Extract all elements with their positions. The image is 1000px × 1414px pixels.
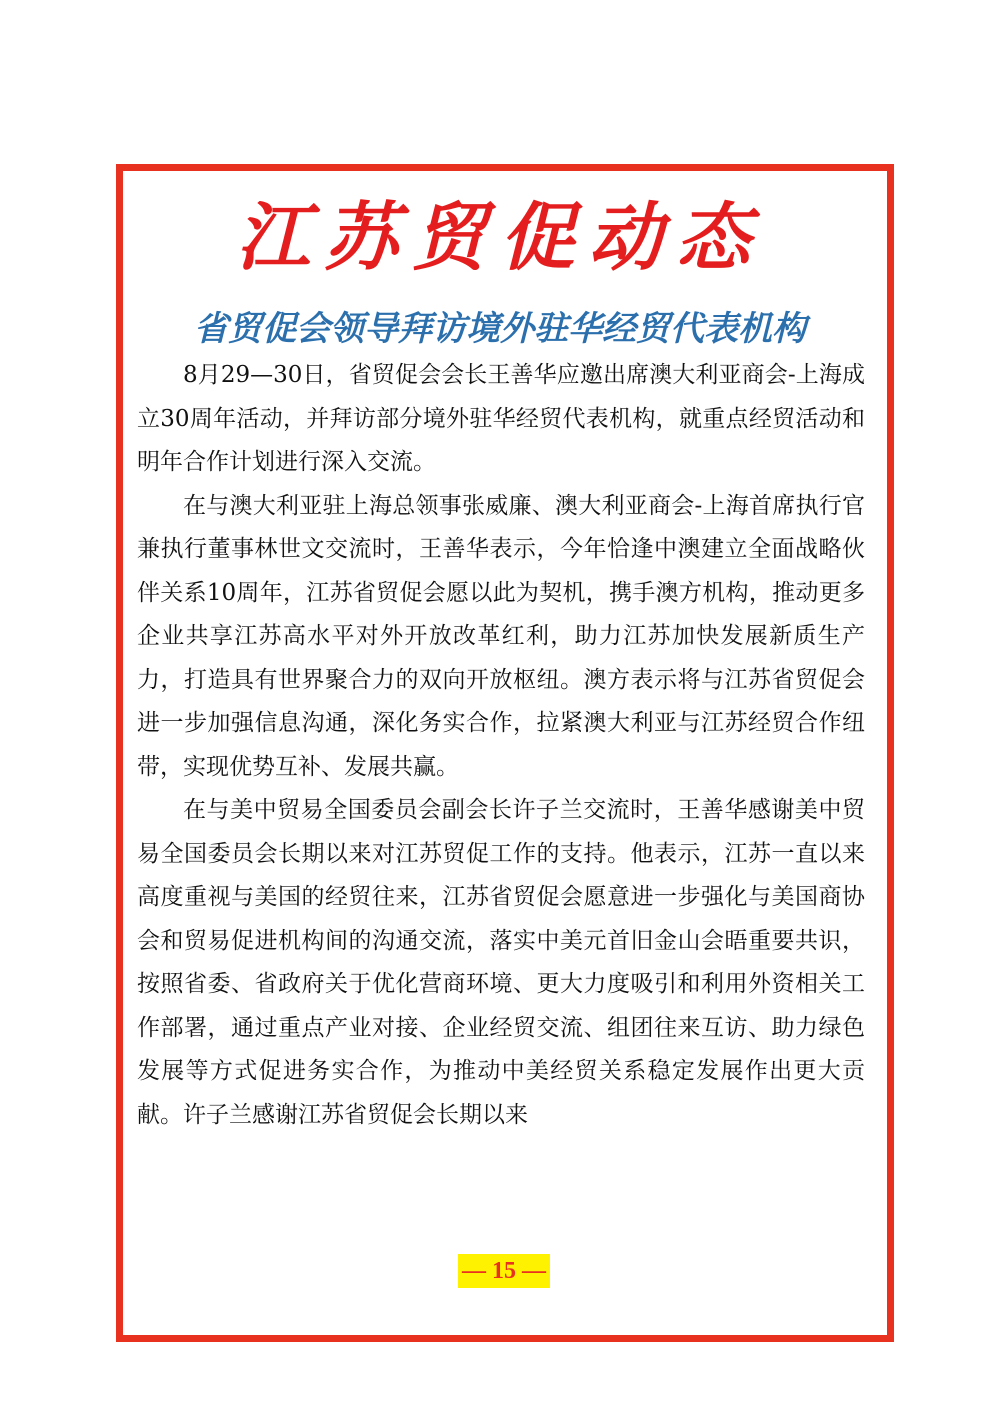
page-number: — 15 — — [458, 1254, 550, 1288]
article-paragraph-3: 在与美中贸易全国委员会副会长许子兰交流时，王善华感谢美中贸易全国委员会长期以来对江苏贸促工作的支持。他表示，江苏一直以来高度重视与美国的经贸往来，江苏省贸促会愿意进一步强化与美国商协会和贸易促进机构间的沟通交流，落实中美元首旧金山会晤重要共识，按照省委、省政府关于优化营商环境、更大力度吸引和利用外资相关工作部署，通过重点产业对接、企业经贸交流、组团往来互访、助力绿色发展等方式促进务实合作，为推动中美经贸关系稳定发展作出更大贡献。许子兰感谢江苏省贸促会长期以来 — [137, 797, 865, 1128]
article-headline: 省贸促会领导拜访境外驻华经贸代表机构 — [194, 309, 806, 349]
article-paragraph-2: 在与澳大利亚驻上海总领事张威廉、澳大利亚商会-上海首席执行官兼执行董事林世文交流时，王善华表示，今年恰逢中澳建立全面战略伙伴关系10周年，江苏省贸促会愿以此为契机，携手澳方机构，推动更多企业共享江苏高水平对外开放改革红利，助力江苏加快发展新质生产力，打造具有世界聚合力的双向开放枢纽。澳方表示将与江苏省贸促会进一步加强信息沟通，深化务实合作，拉紧澳大利亚与江苏经贸合作纽带，实现优势互补、发展共赢。 — [137, 492, 865, 780]
article-body — [137, 354, 865, 1137]
masthead-title: 江苏贸促动态 — [236, 195, 764, 281]
article-paragraph-1: 8月29—30日，省贸促会会长王善华应邀出席澳大利亚商会-上海成立30周年活动，并拜访部分境外驻华经贸代表机构，就重点经贸活动和明年合作计划进行深入交流。 — [137, 362, 865, 475]
